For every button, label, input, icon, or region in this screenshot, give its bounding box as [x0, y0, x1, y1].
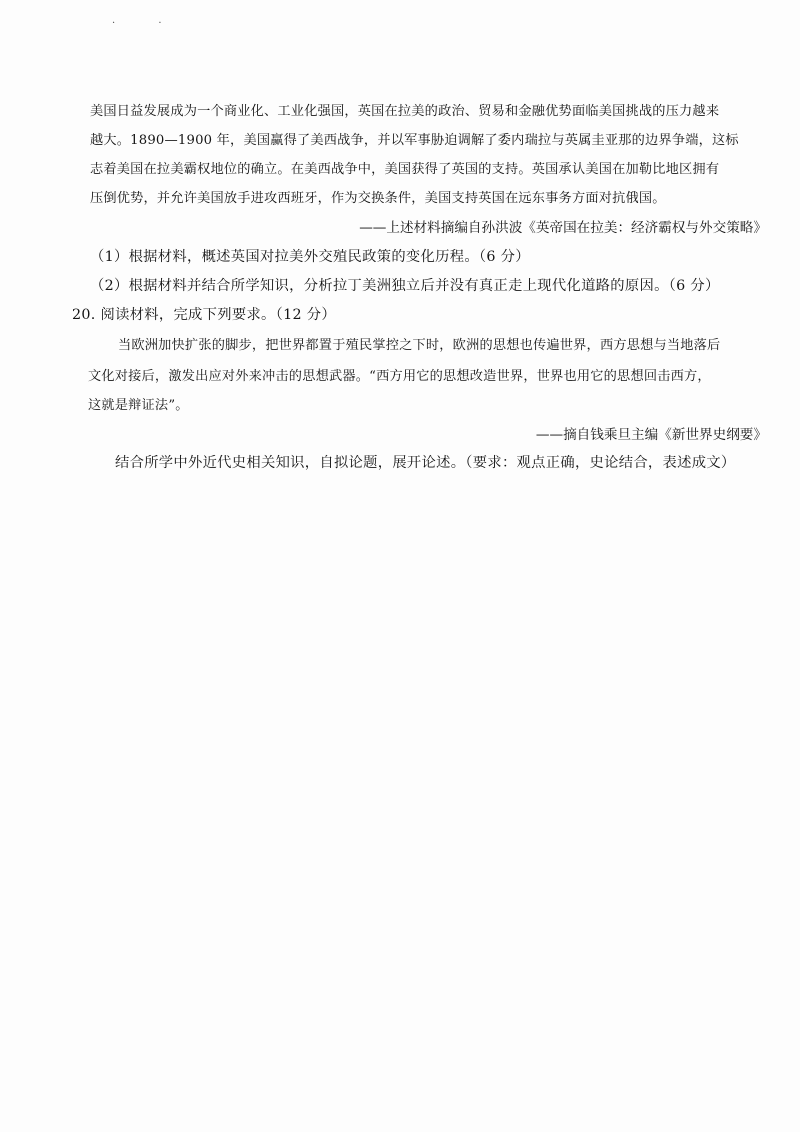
material-19-line-3: 志着美国在拉美霸权地位的确立。在美西战争中，美国获得了英国的支持。英国承认美国在加勒比地区拥有 [90, 162, 720, 177]
material-20-line-2: 文化对接后，激发出应对外来冲击的思想武器。“西方用它的思想改造世界，世界也用它的思想回击西方， [88, 369, 711, 384]
scan-artifact: · · [112, 18, 182, 29]
question-20-task: 结合所学中外近代史相关知识，自拟论题，展开论述。（要求：观点正确，史论结合，表述成文） [115, 455, 736, 471]
question-19-1: （1）根据材料，概述英国对拉美外交殖民政策的变化历程。（6 分） [90, 249, 530, 265]
question-19-2: （2）根据材料并结合所学知识，分析拉丁美洲独立后并没有真正走上现代化道路的原因。（6 分） [90, 278, 720, 294]
material-20-line-3: 这就是辩证法”。 [88, 398, 189, 413]
material-20-line-1: 当欧洲加快扩张的脚步，把世界都置于殖民掌控之下时，欧洲的思想也传遍世界，西方思想与当地落后 [118, 338, 721, 353]
material-19-line-4: 压倒优势，并允许美国放手进攻西班牙，作为交换条件，美国支持英国在远东事务方面对抗俄国。 [90, 191, 666, 206]
material-19-source: ——上述材料摘编自孙洪波《英帝国在拉美：经济霸权与外交策略》 [359, 220, 767, 236]
material-19-line-1: 美国日益发展成为一个商业化、工业化强国，英国在拉美的政治、贸易和金融优势面临美国挑战的压力越来 [90, 104, 720, 119]
material-20-source: ——摘自钱乘旦主编《新世界史纲要》 [535, 427, 767, 443]
question-20-heading: 20. 阅读材料，完成下列要求。（12 分） [72, 307, 336, 323]
material-19-line-2: 越大。1890—1900 年，美国赢得了美西战争，并以军事胁迫调解了委内瑞拉与英属圭亚那的边界争端，这标 [90, 133, 739, 148]
